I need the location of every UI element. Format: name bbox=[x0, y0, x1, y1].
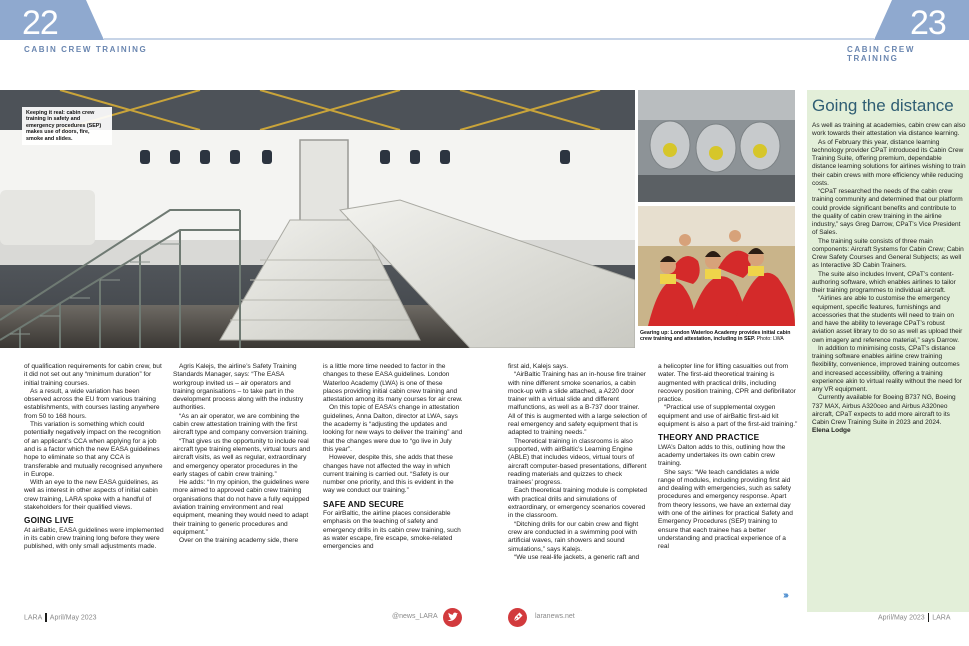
footer-issue-date: April/May 2023 bbox=[878, 614, 925, 622]
subheading-safe-and-secure: SAFE AND SECURE bbox=[323, 499, 404, 509]
continued-arrows-icon: ››› bbox=[783, 590, 787, 601]
left-page-header bbox=[0, 0, 484, 40]
paragraph: “Ditching drills for our cabin crew and flight crew are conducted in a swimming pool with artificial waves, rain showers and sound simulations,” says Kalejs. bbox=[508, 520, 639, 553]
twitter-handle[interactable]: @news_LARA bbox=[392, 613, 438, 620]
left-footer bbox=[24, 613, 97, 622]
left-page-number: 22 bbox=[22, 4, 58, 42]
right-page-header bbox=[484, 0, 969, 40]
footer-magazine-name: LARA bbox=[24, 614, 43, 622]
paragraph: As a result, a wide variation has been observed across the EU from various training establishments, with courses lasting anywhere from 50 to 168 hours. bbox=[24, 387, 160, 420]
paragraph: first aid, Kalejs says. bbox=[508, 363, 569, 370]
paragraph: The suite also includes Invent, CPaT’s content-authoring software, which enables airlines to tailor their training programmes to individual aircraft. bbox=[812, 270, 956, 294]
footer-divider bbox=[928, 613, 930, 622]
paragraph: Over on the training academy side, there bbox=[179, 537, 299, 545]
paragraph: of qualification requirements for cabin crew, but it did not set out any “minimum duration” for initial training courses. bbox=[24, 363, 162, 387]
paragraph: Theoretical training in classrooms is also supported, with airBaltic’s Learning Engine (ABLE) that includes videos, virtual tours of aircraft computer-based presentations, different reading materials and quizzes to check trainees’ progress. bbox=[508, 437, 647, 487]
right-page-number: 23 bbox=[910, 4, 946, 42]
paragraph: This variation is something which could potentially negatively impact on the recognition of an applicant’s CCA when applying for a job and is a factor which the new EASA guidelines hope to eliminate so that any CCA is transferable and mutually recognised anywhere in Europe. bbox=[24, 421, 163, 478]
article-column-3 bbox=[323, 363, 463, 552]
paragraph: is a little more time needed to factor in the changes to these EASA guidelines. London Waterloo Academy (LWA) is one of these places providing initial cabin crew training and attestation among its many courses for air crew. bbox=[323, 363, 463, 404]
paragraph: For airBaltic, the airline places considerable emphasis on the teaching of safety and emergency drills in its cabin crew training, such as water escape, fire escape, smoke-related emergencies and bbox=[323, 510, 461, 551]
paragraph: “AirBaltic Training has an in-house fire trainer with nine different smoke scenarios, a cabin mock-up with a slide attached, a A220 door trainer with a virtual slide and different malfunctions, as well as a B-737 door trainer. All of this is augmented with a large selection of real emergency and safety equipment that is adapted to training needs.” bbox=[508, 371, 647, 437]
right-footer bbox=[878, 613, 951, 622]
paragraph: As of February this year, distance learning technology provider CPaT introduced its Cabin Crew Training Suite, offering premium, dependable distance learning solutions for airlines wishing to train their cabin crews with more efficiency while reducing costs. bbox=[812, 138, 966, 187]
left-section-tag: CABIN CREW TRAINING bbox=[24, 45, 148, 54]
paragraph: “We use real-life jackets, a generic raft and bbox=[514, 553, 640, 561]
subheading-theory-and-practice: THEORY AND PRACTICE bbox=[658, 433, 760, 443]
right-header-band bbox=[484, 0, 969, 40]
paragraph: She says: “We teach candidates a wide range of modules, including providing first aid and dealing with emergencies, such as safety procedures and emergency response. Apart from theory lessons, we have an external day with one of the airlines for practical Safety and Emergency Procedures (SEP) training to ensure that each trainee has a better understanding and practical experience of a real bbox=[658, 468, 793, 551]
article-column-2 bbox=[173, 363, 313, 546]
main-photo-caption: Keeping it real: cabin crew training in safety and emergency procedures (SEP) makes use of doors, fire, smoke and slides. bbox=[22, 107, 112, 145]
right-section-tag: CABIN CREW TRAINING bbox=[847, 45, 915, 63]
paragraph: The training suite consists of three main components: Aircraft Systems for Cabin Crew; Cabin Crew Safety Courses and General Subjects; as well as Interactive 3D Cabin Trainers. bbox=[812, 237, 964, 270]
footer-magazine-name: LARA bbox=[932, 614, 951, 622]
paragraph: “Practical use of supplemental oxygen equipment and use of airBaltic first-aid kit equipment is also a part of the first-aid training.” bbox=[658, 404, 798, 429]
paragraph: “CPaT researched the needs of the cabin crew training community and determined that our platform could provide significant benefits and contribute to the quality of cabin crew training in the airline industry,” says Greg Darrow, CPaT’s Vice President of Sales. bbox=[812, 188, 963, 237]
paragraph: LWA’s Dalton adds to this, outlining how the academy undertakes its own cabin crew training. bbox=[658, 443, 786, 468]
smoke-hood-photo bbox=[638, 90, 795, 202]
paragraph: Currently available for Boeing B737 NG, Boeing 737 MAX, Airbus A320ceo and Airbus A320neo aircraft, CPaT expects to add more aircraft to its Cabin Crew Training Suite in 2023 and 2024. bbox=[812, 394, 956, 426]
paragraph: On this topic of EASA’s change in attestation guidelines, Anna Dalton, director at LWA, says the academy is “adjusting the updates and looking for new ways to deliver the training” and that the changes were due to “go live in July this year”. bbox=[323, 404, 463, 453]
paragraph: a helicopter line for lifting casualties out from water. The first-aid theoretical training is augmented with practical drills, including recovery position training, CPR and defibrillator practice. bbox=[658, 363, 796, 404]
paragraph: “Airlines are able to customise the emergency equipment, specific features, furnishings and accessories that the students will need to train on and have the ability to leverage CPaT’s robust aviation asset library to do so as well as upload their own imagery and reference material,” says Darrow. bbox=[812, 295, 963, 344]
article-column-5 bbox=[658, 363, 798, 552]
paragraph: “As an air operator, we are combining the cabin crew attestation training with the first aircraft type and company conversion training. bbox=[173, 412, 308, 437]
paragraph: He adds: “In my opinion, the guidelines were more aimed to approved cabin crew training organisations that do not have a fully equipped aviation training environment and real equipment, meaning they would need to adapt their training to generic procedures and equipment.” bbox=[173, 479, 310, 536]
article-column-1 bbox=[24, 363, 164, 552]
paragraph: “That gives us the opportunity to include real aircraft type training elements, virtual tours and aircraft visits, as well as regular, extraordinary and emergency operator procedures in the early stages of cabin crew training.” bbox=[173, 437, 311, 478]
subheading-going-live: GOING LIVE bbox=[24, 516, 74, 526]
pen-nib-icon[interactable] bbox=[508, 608, 527, 627]
sidebar-body bbox=[812, 122, 966, 436]
trainees-photo bbox=[638, 206, 795, 326]
twitter-bird-icon[interactable] bbox=[443, 608, 462, 627]
side-photo-caption: Gearing up: London Waterloo Academy provides initial cabin crew training and attestation, including in SEP. Photo: LWA bbox=[640, 330, 791, 343]
footer-divider bbox=[45, 613, 47, 622]
article-column-4 bbox=[508, 363, 648, 562]
paragraph: However, despite this, she adds that these changes have not affected the way in which current training is carried out. “Safety is our number one priority, and this is evident in the way we conduct our training.” bbox=[323, 454, 454, 495]
footer-issue-date: April/May 2023 bbox=[49, 614, 97, 622]
left-header-band bbox=[0, 0, 484, 40]
sidebar-author: Elena Lodge bbox=[812, 427, 851, 435]
paragraph: As well as training at academies, cabin crew can also work towards their attestation via distance learning. bbox=[812, 122, 966, 138]
paragraph: At airBaltic, EASA guidelines were implemented in its cabin crew training long before they were published, with only small adjustments made. bbox=[24, 526, 164, 551]
sidebar-title: Going the distance bbox=[812, 96, 954, 115]
paragraph: Each theoretical training module is completed with practical drills and simulations of extraordinary, or emergency scenarios covered in the classroom. bbox=[508, 487, 648, 520]
paragraph: In addition to minimising costs, CPaT’s distance training software enables airline crew training flexibility, convenience, improved training outcomes and increased accessibility, offering a training experience akin to virtual reality without the need for any VR equipment. bbox=[812, 344, 962, 393]
website-link[interactable]: laranews.net bbox=[535, 613, 575, 620]
paragraph: Agris Kalejs, the airline’s Safety Training Standards Manager, says: “The EASA workgroup invited us – air operators and training organisations – to take part in the development process along with the industry authorities. bbox=[173, 363, 304, 412]
paragraph: With an eye to the new EASA guidelines, as well as interest in other aspects of initial cabin crew training, LARA spoke with a handful of stakeholders for their qualified views. bbox=[24, 479, 159, 512]
going-the-distance-sidebar bbox=[807, 90, 969, 612]
